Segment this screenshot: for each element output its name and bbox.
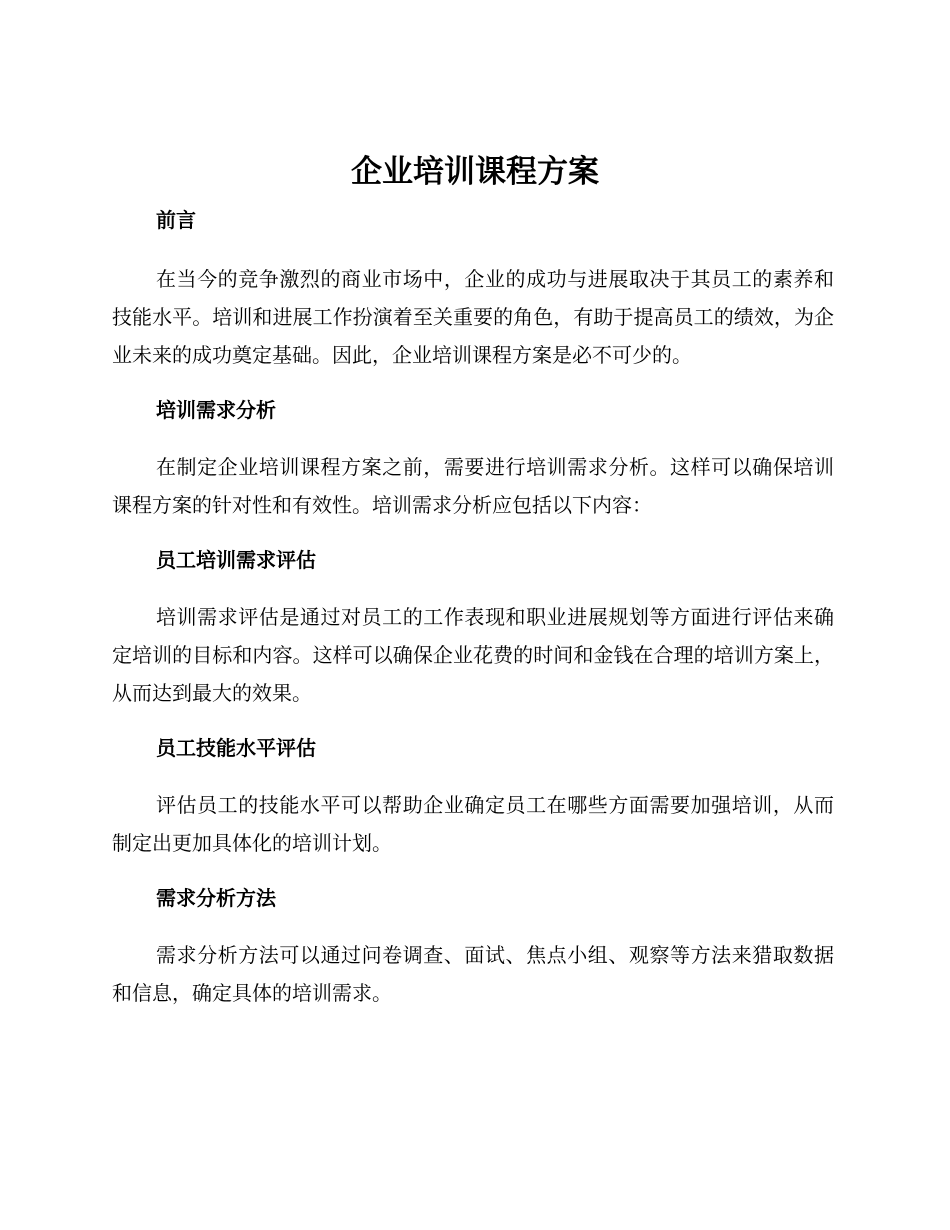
document-title: 企业培训课程方案: [351, 154, 599, 190]
section-heading-preface: 前言: [156, 208, 196, 232]
section-paragraph-preface: 在当今的竞争激烈的商业市场中，企业的成功与进展取决于其员工的素养和技能水平。培训和进展工作扮演着至关重要的角色，有助于提高员工的绩效，为企业未来的成功奠定基础。因此，企业培训课程方案是必不可少的。: [112, 267, 834, 367]
section-heading-training-needs-analysis: 培训需求分析: [156, 398, 276, 422]
section-heading-analysis-methods: 需求分析方法: [156, 886, 276, 910]
section-paragraph-training-needs-analysis: 在制定企业培训课程方案之前，需要进行培训需求分析。这样可以确保培训课程方案的针对性和有效性。培训需求分析应包括以下内容：: [112, 455, 834, 517]
section-heading-employee-needs-assessment: 员工培训需求评估: [156, 548, 316, 572]
section-heading-skill-level-assessment: 员工技能水平评估: [156, 736, 316, 760]
section-paragraph-analysis-methods: 需求分析方法可以通过问卷调查、面试、焦点小组、观察等方法来猎取数据和信息，确定具体的培训需求。: [112, 943, 834, 1005]
section-paragraph-employee-needs-assessment: 培训需求评估是通过对员工的工作表现和职业进展规划等方面进行评估来确定培训的目标和内容。这样可以确保企业花费的时间和金钱在合理的培训方案上，从而达到最大的效果。: [112, 605, 834, 705]
section-paragraph-skill-level-assessment: 评估员工的技能水平可以帮助企业确定员工在哪些方面需要加强培训，从而制定出更加具体化的培训计划。: [112, 793, 834, 855]
document-body: [112, 200, 834, 1012]
